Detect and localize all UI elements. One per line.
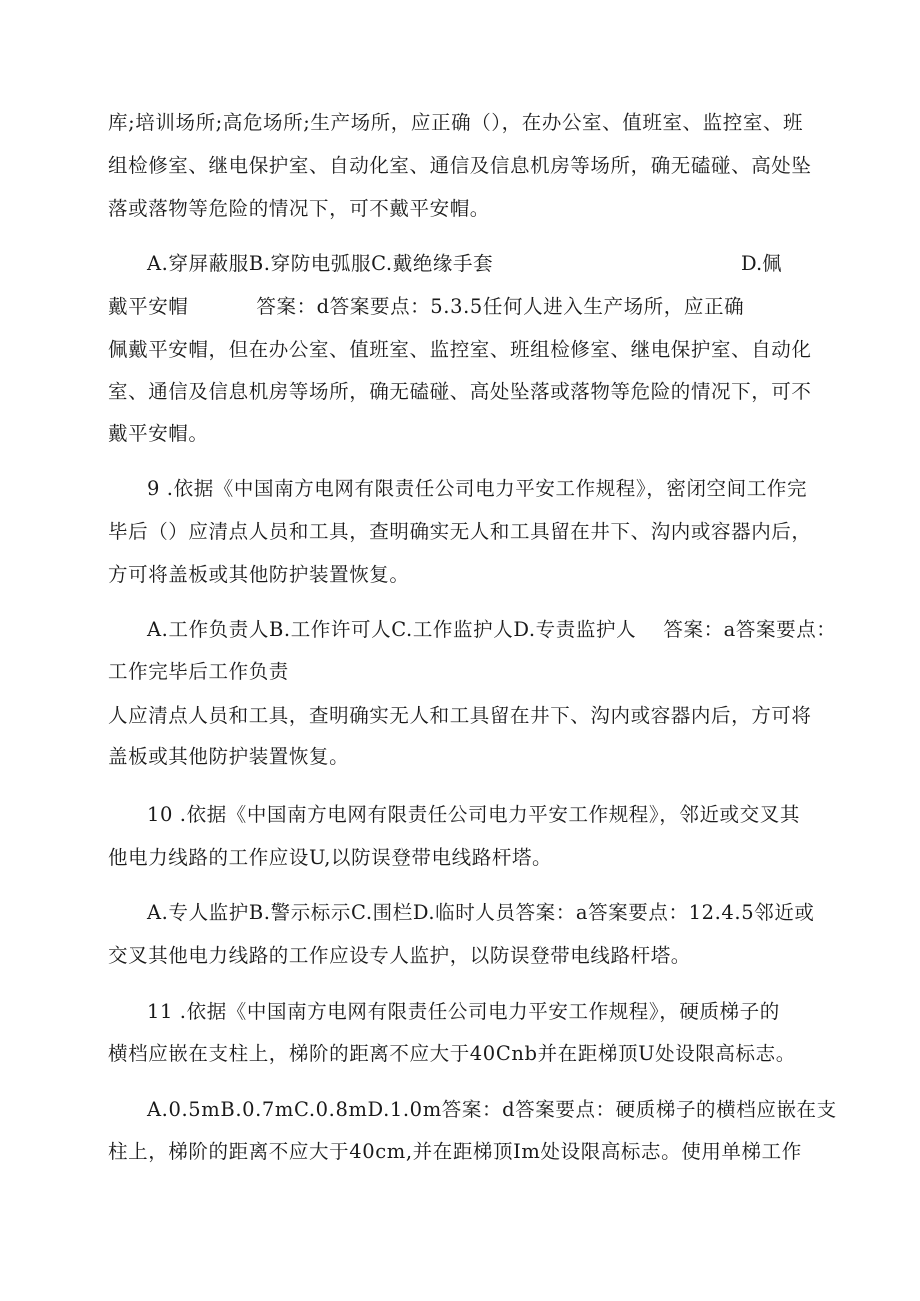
q9-stem-line-1: 9 .依据《中国南方电网有限责任公司电力平安工作规程》，密闭空间工作完 — [147, 477, 808, 500]
q9-stem-line-3: 方可将盖板或其他防护装置恢复。 — [108, 563, 410, 586]
q9-answer-line-3: 盖板或其他防护装置恢复。 — [108, 745, 350, 768]
q8-options: A.穿屏蔽服B.穿防电弧服C.戴绝缘手套 — [147, 252, 494, 275]
q8-answer-line-3: 室、通信及信息机房等场所，确无磕碰、高处坠落或落物等危险的情况下，可不 — [108, 380, 812, 403]
q8-answer-line-1: 戴平安帽 答案：d答案要点：5.3.5任何人进入生产场所，应正确 — [108, 295, 745, 318]
q8-stem-line-3: 落或落物等危险的情况下，可不戴平安帽。 — [108, 197, 490, 220]
q10-options: A.专人监护B.警示标示C.围栏D.临时人员答案：a答案要点：12.4.5邻近或 — [147, 901, 815, 924]
q8-answer-line-4: 戴平安帽。 — [108, 422, 209, 445]
q9-options: A.工作负责人B.工作许可人C.工作监护人D.专责监护人 答案：a答案要点： — [147, 618, 837, 641]
q8-stem-line-2: 组检修室、继电保护室、自动化室、通信及信息机房等场所，确无磕碰、高处坠 — [108, 154, 812, 177]
q8-answer-line-2: 佩戴平安帽，但在办公室、值班室、监控室、班组检修室、继电保护室、自动化 — [108, 338, 812, 361]
q9-answer-line-1: 工作完毕后工作负责 — [108, 660, 289, 683]
q10-stem-line-2: 他电力线路的工作应设U,以防误登带电线路杆塔。 — [108, 846, 553, 869]
q11-options: A.0.5mB.0.7mC.0.8mD.1.0m答案：d答案要点：硬质梯子的横档应嵌在支 — [147, 1098, 837, 1121]
q10-stem-line-1: 10 .依据《中国南方电网有限责任公司电力平安工作规程》，邻近或交叉其 — [147, 803, 800, 826]
q10-answer-line-1: 交叉其他电力线路的工作应设专人监护，以防误登带电线路杆塔。 — [108, 944, 691, 967]
q8-option-d: D.佩 — [741, 252, 782, 275]
q11-answer-line-1: 柱上，梯阶的距离不应大于40cm,并在距梯顶Im处设限高标志。使用单梯工作 — [108, 1140, 802, 1163]
q8-stem-line-1: 库;培训场所;高危场所;生产场所，应正确（），在办公室、值班室、监控室、班 — [108, 111, 804, 134]
q9-answer-line-2: 人应清点人员和工具，查明确实无人和工具留在井下、沟内或容器内后，方可将 — [108, 704, 812, 727]
q9-stem-line-2: 毕后（）应清点人员和工具，查明确实无人和工具留在井下、沟内或容器内后， — [108, 520, 812, 543]
q11-stem-line-1: 11 .依据《中国南方电网有限责任公司电力平安工作规程》，硬质梯子的 — [147, 1000, 780, 1023]
q11-stem-line-2: 横档应嵌在支柱上，梯阶的距离不应大于40Cnb并在距梯顶U处设限高标志。 — [108, 1042, 796, 1065]
